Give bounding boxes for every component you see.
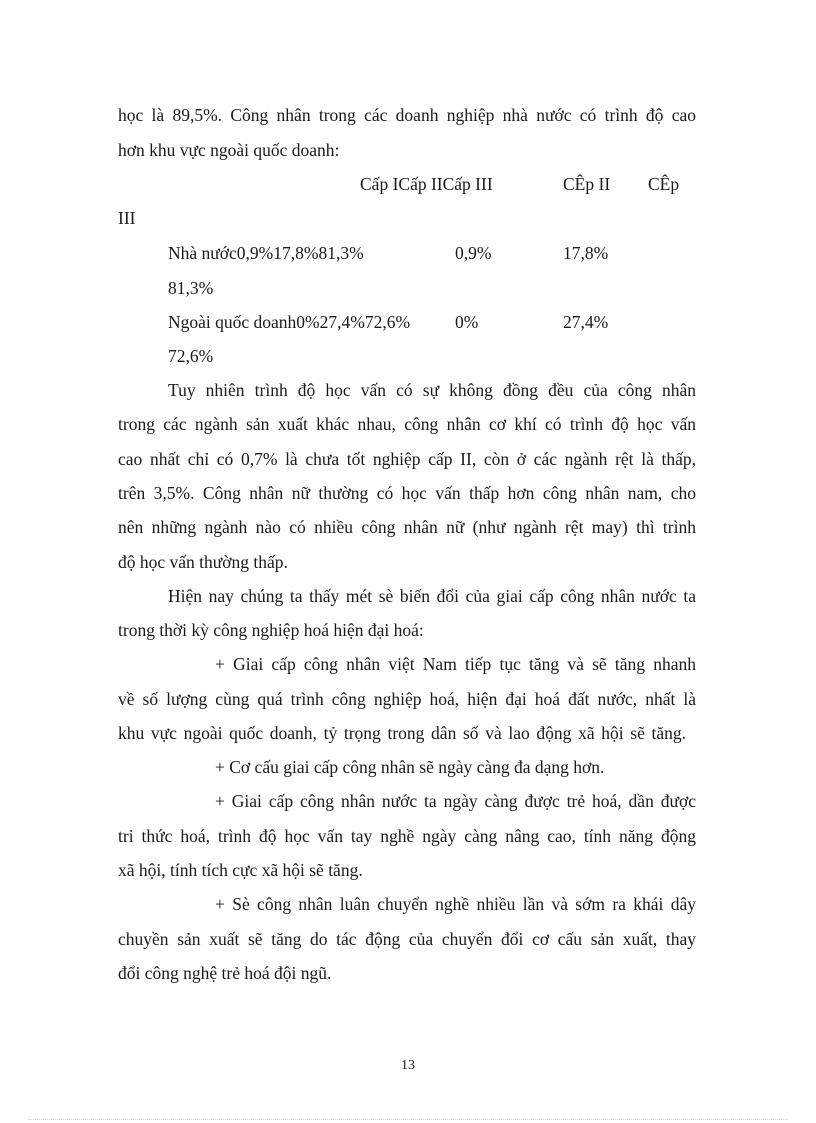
body-line: trong thời kỳ công nghiệp hoá hiện đại hoá:: [118, 620, 424, 640]
table-header: Cấp ICấp IICấp III: [360, 174, 493, 194]
table-cell-wrap: 72,6%: [168, 346, 214, 366]
bullet-line: + Sè công nhân luân chuyển nghề nhiều lần và sớm ra khái dây: [215, 894, 696, 914]
table-cell-wrap: 81,3%: [168, 278, 214, 298]
body-line: tri thức hoá, trình độ học vấn tay nghề ngày càng nâng cao, tính năng động: [118, 826, 696, 846]
table-cell: 27,4%: [563, 312, 609, 332]
body-line: đổi công nghệ trẻ hoá đội ngũ.: [118, 963, 332, 983]
bullet-line: + Giai cấp công nhân nước ta ngày càng được trẻ hoá, dần được: [215, 791, 696, 811]
body-line: Tuy nhiên trình độ học vấn có sự không đồng đều của công nhân: [168, 380, 696, 400]
table-cell: 17,8%: [563, 243, 609, 263]
bullet-line: + Giai cấp công nhân việt Nam tiếp tục tăng và sẽ tăng nhanh: [215, 654, 696, 674]
body-line: xã hội, tính tích cực xã hội sẽ tăng.: [118, 860, 363, 880]
bullet-line: + Cơ cấu giai cấp công nhân sẽ ngày càng đa dạng hơn.: [215, 757, 605, 777]
body-line: trên 3,5%. Công nhân nữ thường có học vấn thấp hơn công nhân nam, cho: [118, 483, 696, 503]
body-line: nên những ngành nào có nhiều công nhân nữ (như ngành rệt may) thì trình: [118, 517, 696, 537]
body-line: hơn khu vực ngoài quốc doanh:: [118, 140, 340, 160]
table-header-cell: CÊp II: [563, 174, 611, 194]
body-line: chuyền sản xuất sẽ tăng do tác động của chuyển đổi cơ cấu sản xuất, thay: [118, 929, 696, 949]
page-bottom-rule: [28, 1119, 788, 1120]
table-cell: 0,9%: [455, 243, 492, 263]
table-row-label: Nhà nước0,9%17,8%81,3%: [168, 243, 364, 263]
body-line: học là 89,5%. Công nhân trong các doanh nghiệp nhà nước có trình độ cao: [118, 105, 696, 125]
table-row-label: Ngoài quốc doanh0%27,4%72,6%: [168, 312, 411, 332]
page-number: 13: [401, 1058, 415, 1073]
table-header-cell: CÊp: [648, 174, 680, 194]
table-cell: 0%: [455, 312, 479, 332]
body-line: về số lượng cùng quá trình công nghiệp hoá, hiện đại hoá đất nước, nhất là: [118, 689, 696, 709]
body-line: khu vực ngoài quốc doanh, tỷ trọng trong dân số và lao động xã hội sẽ tăng.: [118, 723, 686, 743]
body-line: cao nhất chỉ có 0,7% là chưa tốt nghiệp cấp II, còn ở các ngành rệt là thấp,: [118, 449, 696, 469]
body-line: độ học vấn thường thấp.: [118, 552, 288, 572]
table-header-wrap: III: [118, 208, 136, 228]
body-line: trong các ngành sản xuất khác nhau, công nhân cơ khí có trình độ học vấn: [118, 414, 696, 434]
body-line: Hiện nay chúng ta thấy mét sè biến đổi của giai cấp công nhân nước ta: [168, 586, 696, 606]
